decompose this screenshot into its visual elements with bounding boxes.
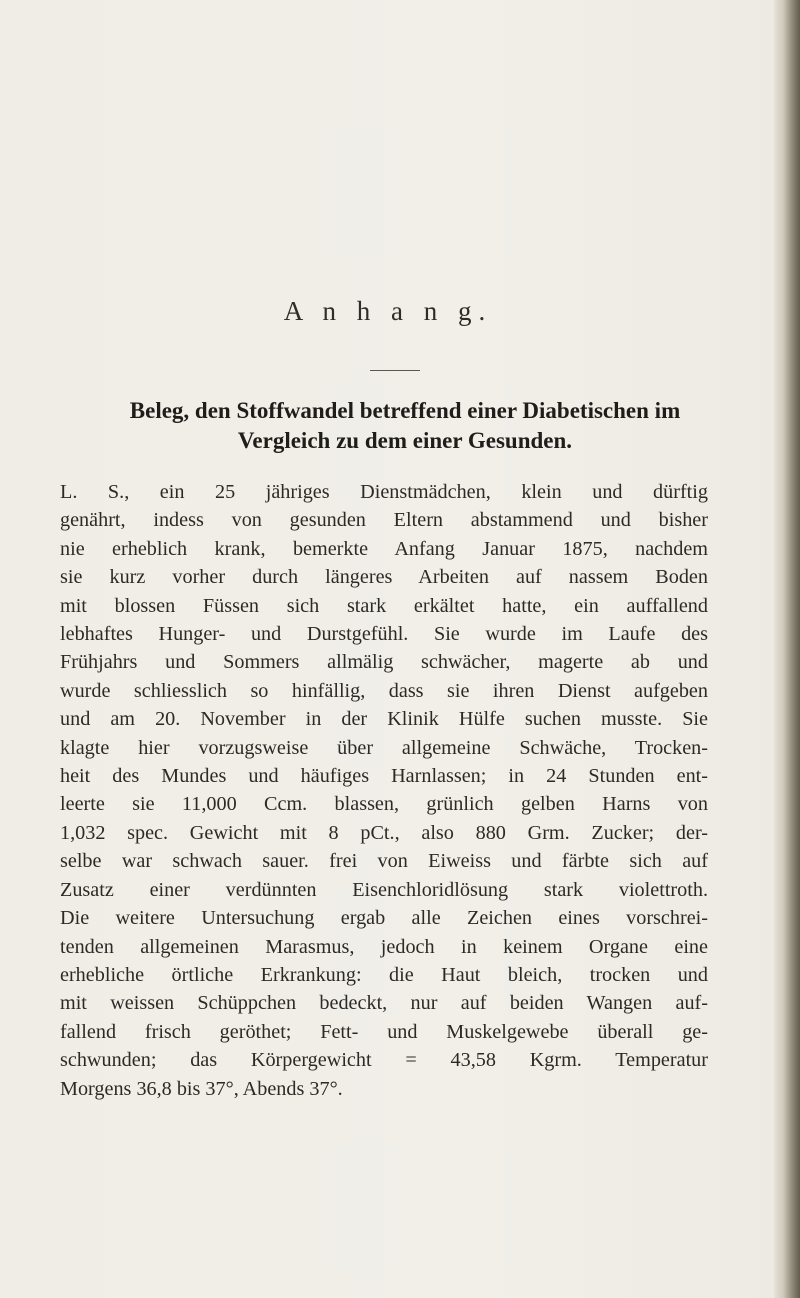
text-line: leerte sie 11,000 Ccm. blassen, grünlich gelben Harns von [60, 793, 708, 816]
body-text [60, 478, 708, 1103]
subtitle-line: Vergleich zu dem einer Gesunden. [237, 428, 573, 453]
text-line: L. S., ein 25 jähriges Dienstmädchen, klein und dürftig [60, 481, 708, 503]
text-line: 1,032 spec. Gewicht mit 8 pCt., also 880 Grm. Zucker; der- [60, 821, 708, 844]
text-line: genährt, indess von gesunden Eltern abstammend und bisher [60, 509, 708, 532]
text-line: heit des Mundes und häufiges Harnlassen; in 24 Stunden ent- [60, 765, 708, 788]
section-subtitle [60, 396, 750, 456]
text-line: und am 20. November in der Klinik Hülfe suchen musste. Sie [60, 708, 708, 731]
text-line: Frühjahrs und Sommers allmälig schwächer, magerte ab und [60, 651, 708, 674]
text-line: erhebliche örtliche Erkrankung: die Haut bleich, trocken und [60, 963, 708, 986]
text-line: schwunden; das Körpergewicht = 43,58 Kgrm. Temperatur [60, 1049, 708, 1072]
text-line: Zusatz einer verdünnten Eisenchloridlösung stark violettroth. [60, 878, 708, 901]
page-edge-shadow [774, 0, 800, 1298]
text-line: klagte hier vorzugsweise über allgemeine Schwäche, Trocken- [60, 736, 708, 759]
text-line: Die weitere Untersuchung ergab alle Zeichen eines vorschrei- [60, 907, 708, 930]
text-line: mit blossen Füssen sich stark erkältet hatte, ein auffallend [60, 594, 708, 617]
text-line: Morgens 36,8 bis 37°, Abends 37°. [60, 1077, 343, 1100]
subtitle-line: Beleg, den Stoffwandel betreffend einer Diabetischen im [129, 398, 681, 423]
divider-rule [370, 370, 420, 371]
text-line: nie erheblich krank, bemerkte Anfang Januar 1875, nachdem [60, 537, 708, 560]
text-line: wurde schliesslich so hinfällig, dass sie ihren Dienst aufgeben [60, 679, 708, 702]
text-line: lebhaftes Hunger- und Durstgefühl. Sie wurde im Laufe des [60, 623, 708, 646]
text-line: selbe war schwach sauer. frei von Eiweiss und färbte sich auf [60, 850, 708, 873]
text-line: tenden allgemeinen Marasmus, jedoch in keinem Organe eine [60, 935, 708, 958]
text-line: fallend frisch geröthet; Fett- und Muskelgewebe überall ge- [60, 1020, 708, 1043]
text-line: mit weissen Schüppchen bedeckt, nur auf beiden Wangen auf- [60, 992, 708, 1015]
section-heading: A n h a n g. [283, 296, 493, 326]
text-line: sie kurz vorher durch längeres Arbeiten auf nassem Boden [60, 566, 708, 589]
